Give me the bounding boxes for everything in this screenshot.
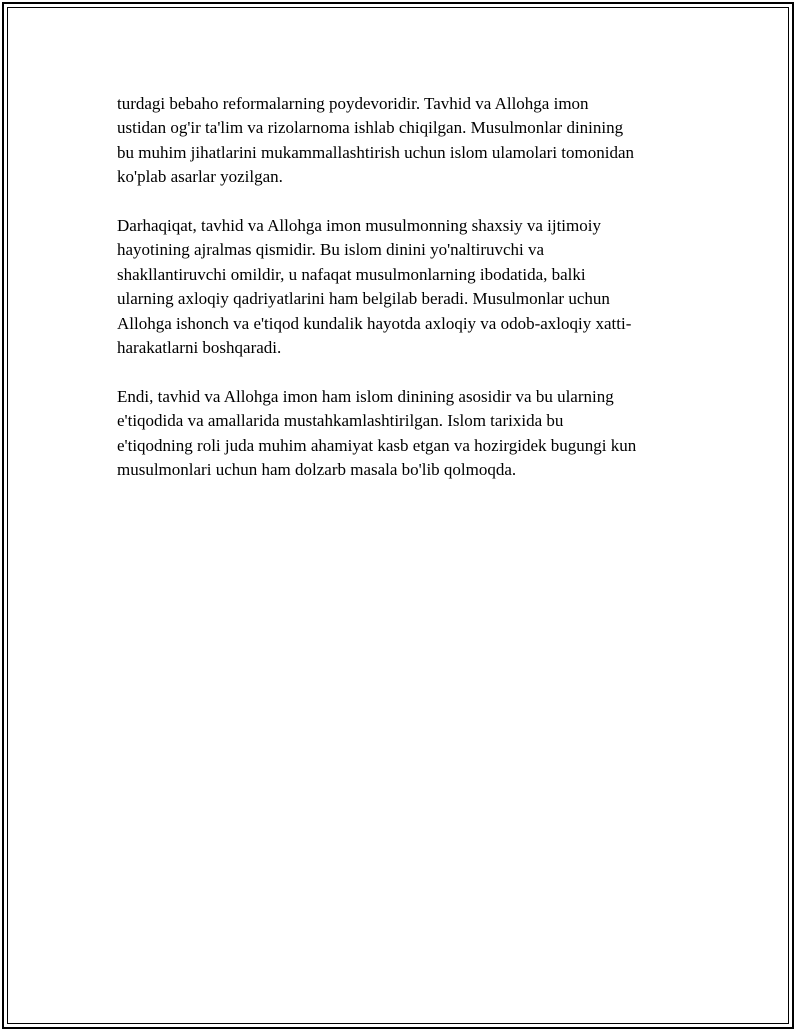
text-line: Allohga ishonch va e'tiqod kundalik hayotda axloqiy va odob-axloqiy xatti- (117, 313, 632, 333)
text-line: ustidan og'ir ta'lim va rizolarnoma ishlab chiqilgan. Musulmonlar dinining (117, 118, 624, 138)
text-line: shakllantiruvchi omildir, u nafaqat musulmonlarning ibodatida, balki (117, 264, 586, 284)
text-line: hayotining ajralmas qismidir. Bu islom dinini yo'naltiruvchi va (117, 240, 545, 260)
paragraph-2 (117, 214, 697, 360)
text-line: ularning axloqiy qadriyatlarini ham belgilab beradi. Musulmonlar uchun (117, 289, 610, 309)
text-line: ko'plab asarlar yozilgan. (117, 167, 283, 187)
paragraph-1 (117, 92, 697, 190)
document-body (117, 92, 697, 507)
text-line: musulmonlari uchun ham dolzarb masala bo'lib qolmoqda. (117, 460, 517, 480)
paragraph-3 (117, 385, 697, 483)
text-line: bu muhim jihatlarini mukammallashtirish uchun islom ulamolari tomonidan (117, 142, 635, 162)
text-line: Endi, tavhid va Allohga imon ham islom dinining asosidir va bu ularning (117, 386, 614, 406)
text-line: Darhaqiqat, tavhid va Allohga imon musulmonning shaxsiy va ijtimoiy (117, 216, 601, 236)
text-line: turdagi bebaho reformalarning poydevoridir. Tavhid va Allohga imon (117, 94, 589, 113)
text-line: e'tiqodida va amallarida mustahkamlashtirilgan. Islom tarixida bu (117, 411, 564, 431)
text-line: harakatlarni boshqaradi. (117, 338, 282, 358)
text-line: e'tiqodning roli juda muhim ahamiyat kasb etgan va hozirgidek bugungi kun (117, 435, 637, 455)
